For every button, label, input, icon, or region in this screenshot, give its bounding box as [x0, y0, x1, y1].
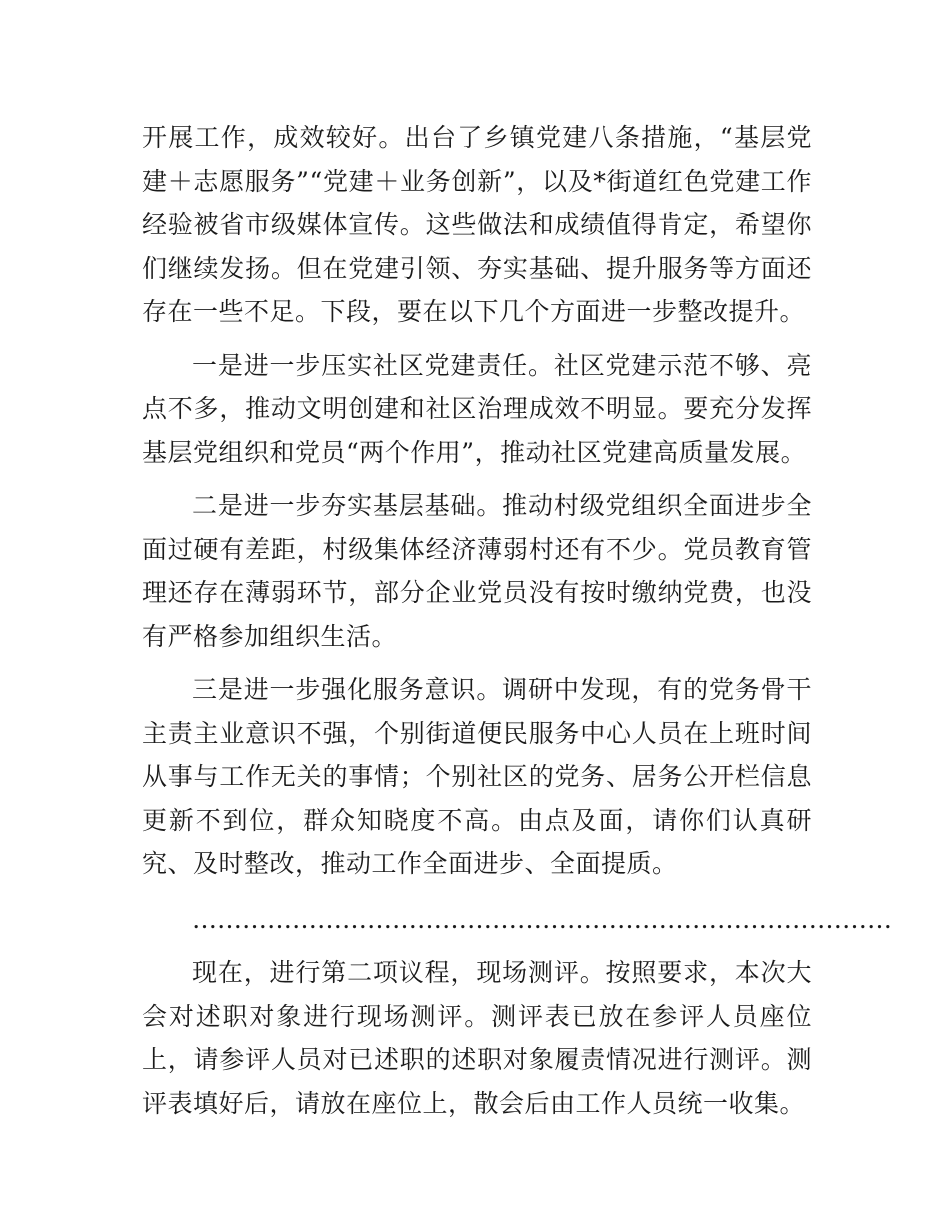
paragraph-agenda: 现在，进行第二项议程，现场测评。按照要求，本次大会对述职对象进行现场测评。测评表已放在参评人员座位上，请参评人员对已述职的述职对象履责情况进行测评。测评表填好后，请放在座位上，散会后由工作人员统一收集。: [142, 958, 812, 1118]
paragraph-point-two: 二是进一步夯实基层基础。推动村级党组织全面进步全面过硬有差距，村级集体经济薄弱村还有不少。党员教育管理还存在薄弱环节，部分企业党员没有按时缴纳党费，也没有严格参加组织生活。: [142, 491, 812, 651]
paragraph-point-three: 三是进一步强化服务意识。调研中发现，有的党务骨干主责主业意识不强，个别街道便民服务中心人员在上班时间从事与工作无关的事情；个别社区的党务、居务公开栏信息更新不到位，群众知晓度不高。由点及面，请你们认真研究、及时整改，推动工作全面进步、全面提质。: [142, 675, 812, 878]
paragraph-continuation: 开展工作，成效较好。出台了乡镇党建八条措施，“基层党建＋志愿服务”“党建＋业务创新”，以及*街道红色党建工作经验被省市级媒体宣传。这些做法和成绩值得肯定，希望你们继续发扬。但在党建引领、夯实基础、提升服务等方面还存在一些不足。下段，要在以下几个方面进一步整改提升。: [142, 123, 812, 326]
ellipsis-separator: …………………………………………………………………………: [192, 904, 892, 934]
paragraph-point-one: 一是进一步压实社区党建责任。社区党建示范不够、亮点不多，推动文明创建和社区治理成效不明显。要充分发挥基层党组织和党员“两个作用”，推动社区党建高质量发展。: [142, 350, 812, 467]
document-body: [142, 116, 892, 1135]
